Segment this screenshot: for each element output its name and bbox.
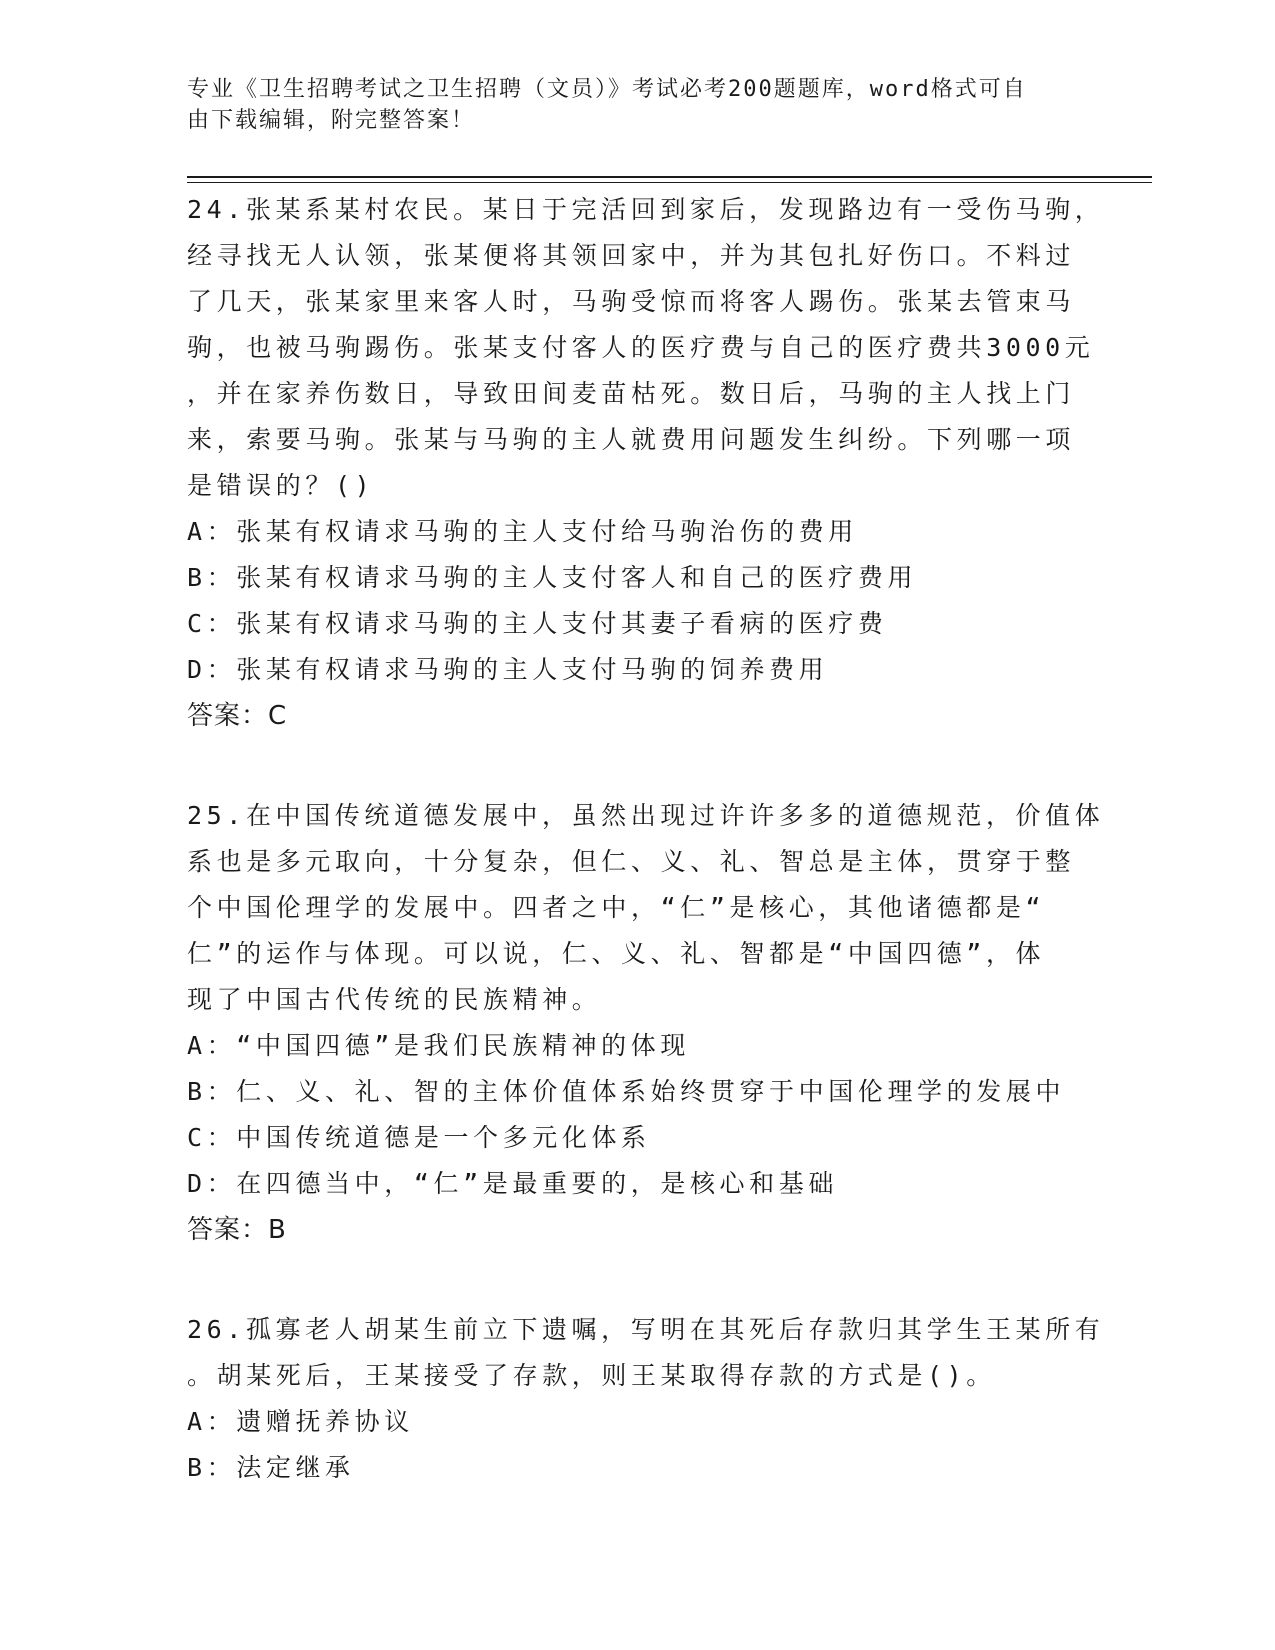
option-b: B：仁、义、礼、智的主体价值体系始终贯穿于中国伦理学的发展中: [187, 1077, 1066, 1106]
question-text-line: 个中国伦理学的发展中。四者之中，“仁”是核心，其他诸德都是“: [187, 893, 1046, 922]
option-b: B：法定继承: [187, 1453, 355, 1482]
option-c: C：中国传统道德是一个多元化体系: [187, 1123, 651, 1152]
answer-line: 答案：B: [187, 1215, 287, 1245]
question-text-line: 。胡某死后，王某接受了存款，则王某取得存款的方式是()。: [187, 1361, 996, 1390]
question-text-line: 系也是多元取向，十分复杂，但仁、义、礼、智总是主体，贯穿于整: [187, 847, 1076, 876]
question-text-line: 经寻找无人认领，张某便将其领回家中，并为其包扎好伤口。不料过: [187, 241, 1076, 270]
header-line-2: 由下载编辑，附完整答案！: [187, 108, 476, 133]
option-c: C：张某有权请求马驹的主人支付其妻子看病的医疗费: [187, 609, 888, 638]
answer-line: 答案：C: [187, 701, 288, 731]
question-25: [187, 793, 1105, 1253]
question-spacer: [187, 1253, 1087, 1307]
option-b: B：张某有权请求马驹的主人支付客人和自己的医疗费用: [187, 563, 918, 592]
option-d: D：张某有权请求马驹的主人支付马驹的饲养费用: [187, 655, 829, 684]
question-text-line: 24.张某系某村农民。某日于完活回到家后，发现路边有一受伤马驹，: [187, 195, 1105, 224]
question-24: [187, 187, 1105, 739]
question-text-line: ，并在家养伤数日，导致田间麦苗枯死。数日后，马驹的主人找上门: [187, 379, 1076, 408]
header-divider-thin: [187, 182, 1152, 183]
question-text-line: 来，索要马驹。张某与马驹的主人就费用问题发生纠纷。下列哪一项: [187, 425, 1076, 454]
header-divider-thick: [187, 176, 1152, 178]
document-header: [187, 74, 1067, 136]
option-a: A：“中国四德”是我们民族精神的体现: [187, 1031, 690, 1060]
option-a: A：遗赠抚养协议: [187, 1407, 414, 1436]
question-26: [187, 1307, 1105, 1491]
question-text-line: 驹，也被马驹踢伤。张某支付客人的医疗费与自己的医疗费共3000元: [187, 333, 1095, 362]
question-list: [187, 187, 1105, 1491]
question-text-line: 26.孤寡老人胡某生前立下遗嘱，写明在其死后存款归其学生王某所有: [187, 1315, 1105, 1344]
option-d: D：在四德当中，“仁”是最重要的，是核心和基础: [187, 1169, 838, 1198]
question-text-line: 了几天，张某家里来客人时，马驹受惊而将客人踢伤。张某去管束马: [187, 287, 1076, 316]
question-spacer: [187, 739, 1087, 793]
header-line-1: 专业《卫生招聘考试之卫生招聘（文员）》考试必考200题题库，word格式可自: [187, 77, 1027, 102]
option-a: A：张某有权请求马驹的主人支付给马驹治伤的费用: [187, 517, 858, 546]
question-text-line: 仁”的运作与体现。可以说，仁、义、礼、智都是“中国四德”，体: [187, 939, 1046, 968]
question-text-line: 现了中国古代传统的民族精神。: [187, 985, 602, 1014]
question-text-line: 是错误的？(): [187, 471, 375, 500]
question-text-line: 25.在中国传统道德发展中，虽然出现过许许多多的道德规范，价值体: [187, 801, 1105, 830]
